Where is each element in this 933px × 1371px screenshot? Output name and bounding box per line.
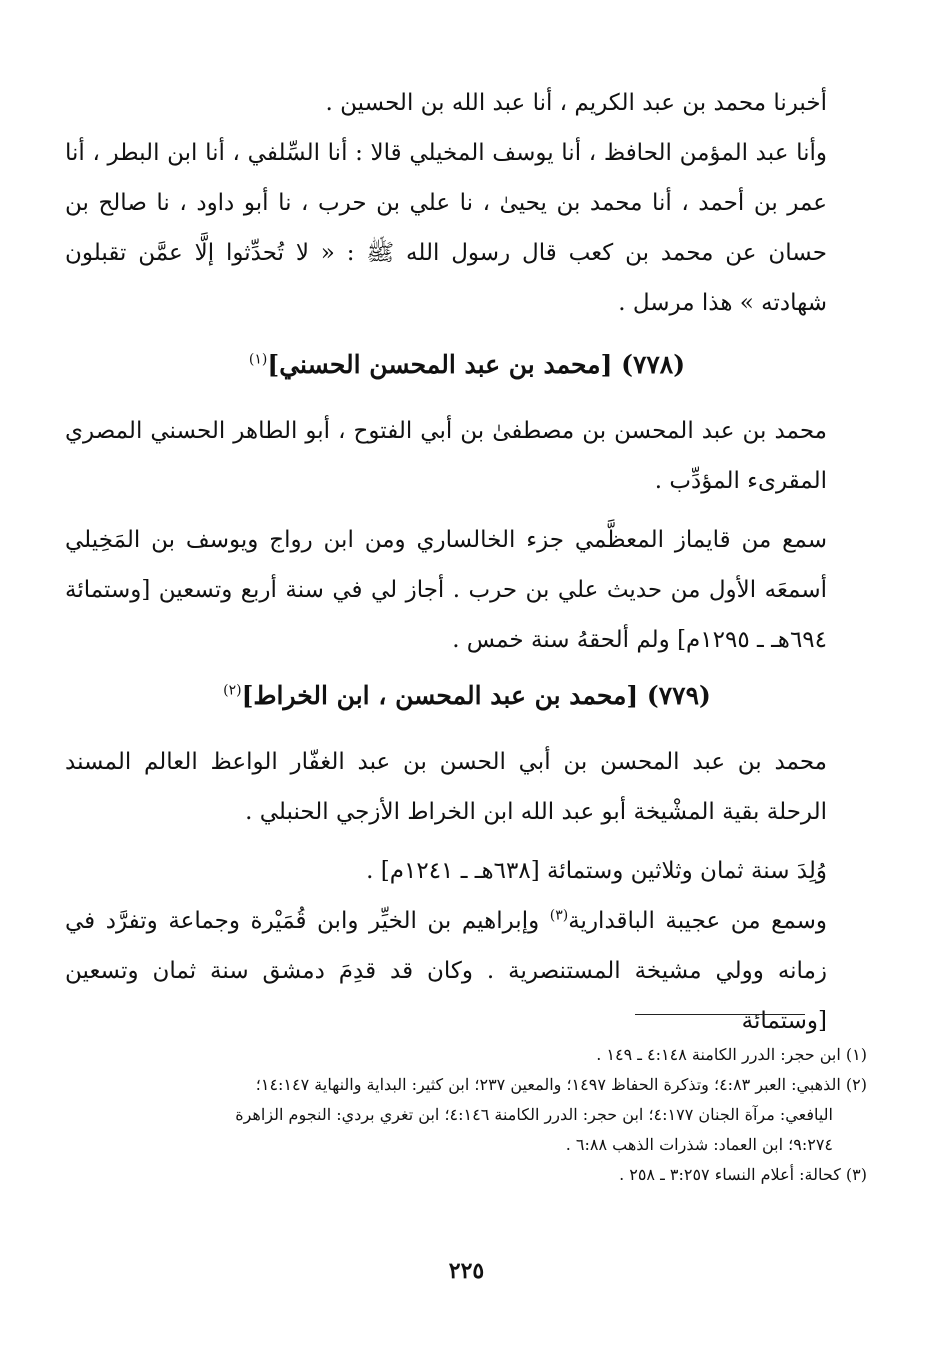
entry-779-body <box>65 737 867 837</box>
footnote-1: (١) ابن حجر: الدرر الكامنة ٤:١٤٨ ـ ١٤٩ . <box>596 1045 867 1064</box>
footnotes <box>65 1040 867 1190</box>
entry-779-heading <box>66 676 868 716</box>
entry-778-paragraph-2: سمع من قايماز المعظَّمي جزء الخالساري ومن ابن رواج ويوسف بن المَخِيلي أسمعَه الأول من حديث علي بن حرب . أجاز لي في سنة أربع وتسعين [وستمائة ٦٩٤هـ ـ ١٢٩٥م] ولم ألحقهُ سنة خمس . <box>65 527 827 653</box>
isnad-line: أخبرنا محمد بن عبد الكريم ، أنا عبد الله بن الحسين . <box>325 90 827 116</box>
entry-778-paragraph-1: محمد بن عبد المحسن بن مصطفىٰ بن أبي الفتوح ، أبو الطاهر الحسني المصري المقرىء المؤدِّب . <box>65 418 827 494</box>
entry-778-body-2 <box>65 515 867 665</box>
entry-778-body <box>65 406 867 506</box>
entry-778-title: (٧٧٨) [محمد بن عبد المحسن الحسني] <box>267 350 686 379</box>
entry-779-birth: وُلِدَ سنة ثمان وثلاثين وستمائة [٦٣٨هـ ـ ١٢٤١م] . <box>366 858 827 884</box>
footnote-separator <box>635 1014 805 1015</box>
footnote-2: (٢) الذهبي: العبر ٤:٨٣؛ وتذكرة الحفاظ ١٤٩٧؛ والمعين ٢٣٧؛ ابن كثير: البداية والنهاية ١٤:١٤٧؛ <box>255 1075 867 1094</box>
footnote-ref-1: (١) <box>248 351 268 368</box>
entry-779-paragraph-3 <box>65 896 867 1046</box>
footnote-ref-3: (٣) <box>549 907 569 924</box>
entry-779-para3-end: وإبراهيم بن الخيِّر وابن قُمَيْرة وجماعة وتفرَّد في زمانه وولي مشيخة المستنصرية . وكان قد قدِمَ دمشق سنة ثمان وتسعين [وستمائة <box>65 908 827 1034</box>
footnote-2-continued: اليافعي: مرآة الجنان ٤:١٧٧؛ ابن حجر: الدرر الكامنة ٤:١٤٦؛ ابن تغري بردي: النجوم الزاهرة <box>235 1105 833 1124</box>
footnote-3: (٣) كحالة: أعلام النساء ٣:٢٥٧ ـ ٢٥٨ . <box>619 1165 867 1184</box>
entry-779-title: (٧٧٩) [محمد بن عبد المحسن ، ابن الخراط] <box>241 681 711 710</box>
hadith-paragraph: وأنا عبد المؤمن الحافظ ، أنا يوسف المخيلي قالا : أنا السِّلفي ، أنا ابن البطر ، أنا عمر بن أحمد ، أنا محمد بن يحيىٰ ، نا علي بن حرب ، نا أبو داود ، نا صالح بن حسان عن محمد بن كعب قال رسول الله ﷺ : « لا تُحدِّثوا إلَّا عمَّن تقبلون شهادته » هذا مرسل . <box>65 140 827 316</box>
footnote-2-continued-2: ٩:٢٧٤؛ ابن العماد: شذرات الذهب ٦:٨٨ . <box>565 1135 833 1154</box>
page-number: ٢٢٥ <box>448 1258 485 1284</box>
entry-779-para3-start: وسمع من عجيبة الباقدارية <box>568 908 827 934</box>
entry-779-paragraph-1: محمد بن عبد المحسن بن أبي الحسن بن عبد الغفّار الواعظ العالم المسند الرحلة بقية المشْيخة أبو عبد الله ابن الخراط الأزجي الحنبلي . <box>65 749 827 825</box>
entry-779-body-2 <box>65 846 867 1046</box>
footnote-ref-2: (٢) <box>223 682 242 699</box>
opening-block <box>65 78 867 328</box>
entry-778-heading <box>66 345 868 385</box>
